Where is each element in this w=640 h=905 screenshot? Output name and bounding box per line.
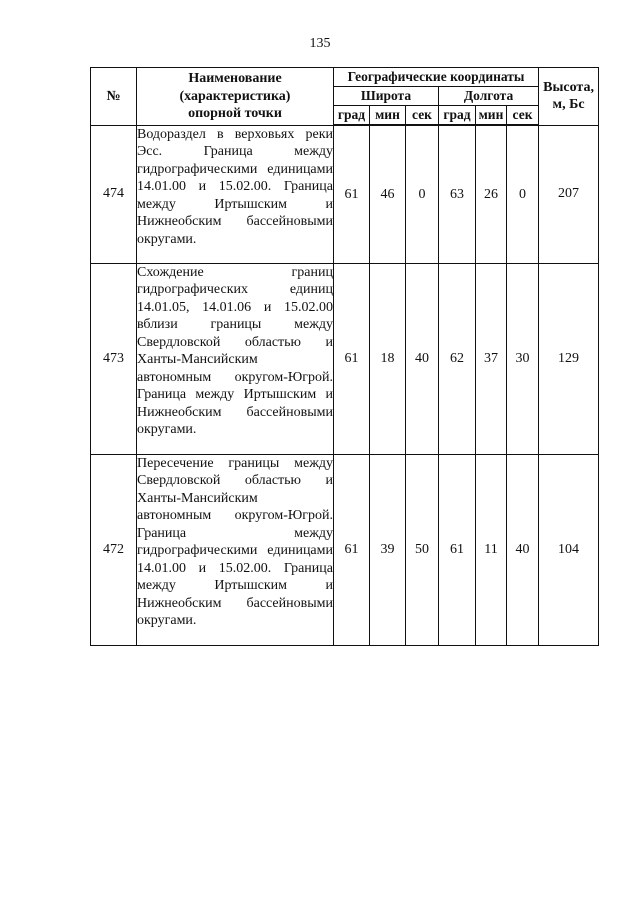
height-value: 207 — [539, 125, 599, 263]
header-name-line3: опорной точки — [188, 106, 282, 121]
header-height — [539, 68, 599, 126]
table-row — [91, 454, 599, 645]
header-lon-min: мин — [476, 106, 507, 126]
lon-min-value: 26 — [476, 125, 507, 263]
header-lat-sec: сек — [406, 106, 439, 126]
lon-sec-value: 30 — [507, 263, 539, 454]
header-longitude: Долгота — [439, 87, 539, 106]
lon-deg-value: 61 — [439, 454, 476, 645]
coordinates-table — [90, 67, 599, 646]
header-name-line1: Наименование — [188, 71, 282, 86]
header-number: № — [91, 68, 137, 126]
header-geo-coordinates: Географические координаты — [334, 68, 539, 87]
lon-sec-value: 40 — [507, 454, 539, 645]
height-value: 129 — [539, 263, 599, 454]
row-description: Водораздел в верховьях реки Эсс. Граница между гидрографическими единицами 14.01.00 и 15.02.00. Граница между Иртышским и Нижнеобским бассейновыми округами. — [137, 125, 334, 263]
lon-sec-value: 0 — [507, 125, 539, 263]
header-name-line2: (характеристика) — [179, 88, 291, 104]
lat-min-value: 18 — [370, 263, 406, 454]
row-description: Пересечение границы между Свердловской областью и Ханты-Мансийским автономным округом-Югрой. Граница между гидрографическими единицами 14.01.00 и 15.02.00. Граница между Иртышским и Нижнеобским бассейновыми округами. — [137, 454, 334, 645]
lat-deg-value: 61 — [334, 125, 370, 263]
row-description: Схождение границ гидрографических единиц 14.01.05, 14.01.06 и 15.02.00 вблизи границы между Свердловской областью и Ханты-Мансийским автономным округом-Югрой. Граница между Иртышским и Нижнеобским бассейновыми округами. — [137, 263, 334, 454]
row-number: 472 — [91, 454, 137, 645]
lat-sec-value: 0 — [406, 125, 439, 263]
header-height-line1: Высота, — [543, 79, 594, 95]
header-name — [137, 68, 334, 126]
lon-deg-value: 62 — [439, 263, 476, 454]
lat-deg-value: 61 — [334, 263, 370, 454]
header-latitude: Широта — [334, 87, 439, 106]
header-lat-min: мин — [370, 106, 406, 126]
header-lon-deg: град — [439, 106, 476, 126]
header-height-line2: м, Бс — [552, 97, 585, 113]
lon-min-value: 11 — [476, 454, 507, 645]
lat-deg-value: 61 — [334, 454, 370, 645]
header-lon-sec: сек — [507, 106, 539, 126]
lat-sec-value: 40 — [406, 263, 439, 454]
row-number: 474 — [91, 125, 137, 263]
page-number: 135 — [309, 36, 331, 51]
table-row — [91, 263, 599, 454]
lon-min-value: 37 — [476, 263, 507, 454]
height-value: 104 — [539, 454, 599, 645]
lat-min-value: 39 — [370, 454, 406, 645]
header-lat-deg: град — [334, 106, 370, 126]
lat-sec-value: 50 — [406, 454, 439, 645]
row-number: 473 — [91, 263, 137, 454]
lat-min-value: 46 — [370, 125, 406, 263]
table-row — [91, 125, 599, 263]
lon-deg-value: 63 — [439, 125, 476, 263]
